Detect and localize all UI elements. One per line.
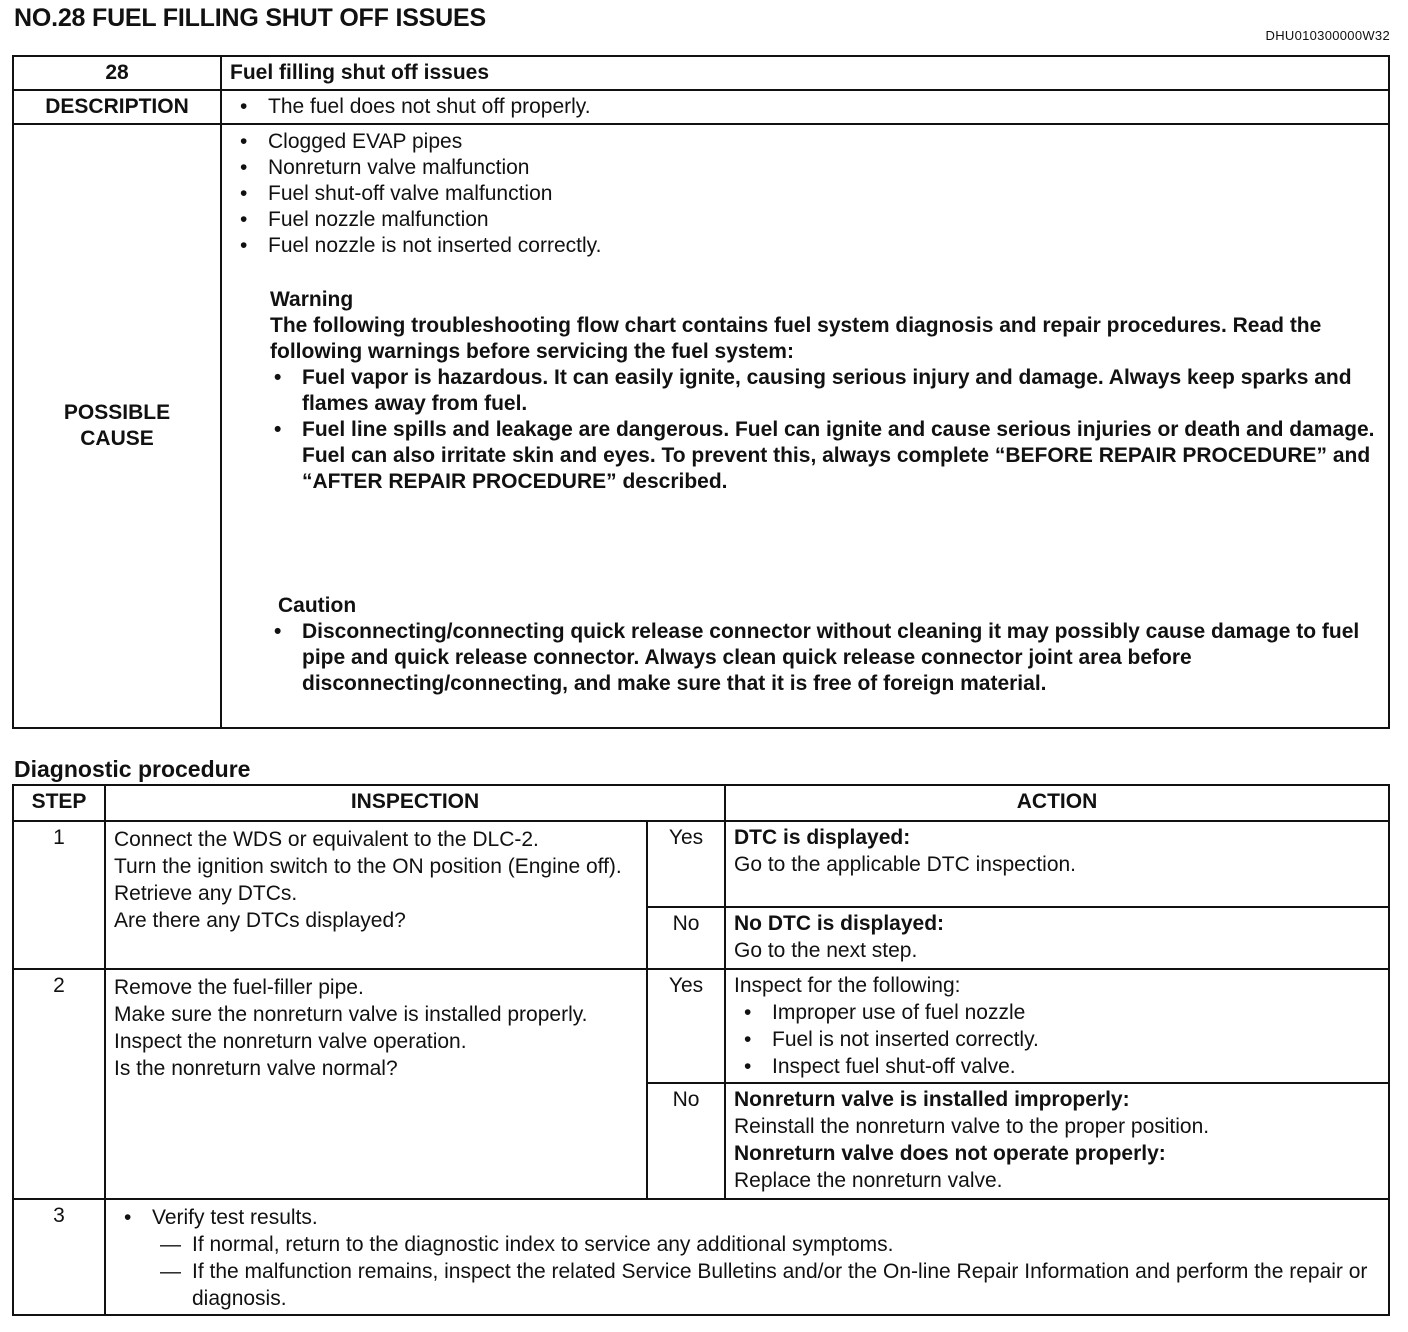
warning-item: • Fuel vapor is hazardous. It can easily ignite, causing serious injury and damage. Always keep sparks and flames away from fuel. bbox=[302, 365, 1380, 417]
caution-title: Caution bbox=[278, 594, 357, 617]
action-yes bbox=[725, 969, 1389, 1083]
cause-item: • Fuel nozzle malfunction bbox=[268, 207, 1380, 233]
step-number: 3 bbox=[13, 1199, 105, 1315]
warning-item: • Fuel line spills and leakage are dangerous. Fuel can ignite and cause serious injuries or death and damage. Fuel can also irritate skin and eyes. To prevent this, always complete “BEFORE REPAIR PROCEDURE” and “AFTER REPAIR PROCEDURE” described. bbox=[302, 417, 1380, 495]
step-number: 1 bbox=[13, 821, 105, 969]
verify-text: • Verify test results. bbox=[152, 1206, 318, 1229]
action-title: No DTC is displayed: bbox=[734, 912, 945, 935]
verify-dash: — If the malfunction remains, inspect the related Service Bulletins and/or the On-line Repair Information and perform the repair or diagnosis. bbox=[152, 1258, 1380, 1312]
action-list bbox=[734, 999, 1380, 1080]
inspection-line: Turn the ignition switch to the ON position (Engine off). bbox=[114, 855, 622, 878]
action-text: Reinstall the nonreturn valve to the proper position. bbox=[734, 1115, 1210, 1138]
cause-list bbox=[230, 129, 1380, 259]
warning-title: Warning bbox=[270, 288, 354, 311]
symptom-number: 28 bbox=[13, 56, 221, 90]
action-yes bbox=[725, 821, 1389, 907]
step-verification bbox=[105, 1199, 1389, 1315]
action-no bbox=[725, 907, 1389, 969]
cause-item: • Nonreturn valve malfunction bbox=[268, 155, 1380, 181]
caution-block bbox=[278, 593, 1380, 697]
header-action: ACTION bbox=[725, 785, 1389, 821]
step-number: 2 bbox=[13, 969, 105, 1199]
cause-item: • Fuel shut-off valve malfunction bbox=[268, 181, 1380, 207]
caution-item: • Disconnecting/connecting quick release connector without cleaning it may possibly cause damage to fuel pipe and quick release connector. Always clean quick release connector joint area before disconnecting/connecting, and make sure that it is free of foreign material. bbox=[302, 619, 1380, 697]
inspection-line: Are there any DTCs displayed? bbox=[114, 909, 406, 932]
action-text: Inspect for the following: bbox=[734, 974, 961, 997]
answer-no: No bbox=[647, 1083, 725, 1199]
action-item: • Improper use of fuel nozzle bbox=[772, 999, 1380, 1026]
caution-list bbox=[278, 619, 1380, 697]
cause-item: • Fuel nozzle is not inserted correctly. bbox=[268, 233, 1380, 259]
action-text: Go to the applicable DTC inspection. bbox=[734, 853, 1077, 876]
warning-block bbox=[270, 287, 1380, 495]
action-title: DTC is displayed: bbox=[734, 826, 911, 849]
symptom-table bbox=[12, 55, 1390, 729]
header-inspection: INSPECTION bbox=[105, 785, 725, 821]
possible-cause-cell bbox=[221, 124, 1389, 728]
verify-item bbox=[152, 1204, 1380, 1312]
section-title: Diagnostic procedure bbox=[14, 756, 251, 782]
action-title: Nonreturn valve does not operate properly: bbox=[734, 1142, 1166, 1165]
warning-list bbox=[270, 365, 1380, 495]
document-id: DHU010300000W32 bbox=[1265, 28, 1390, 43]
possible-cause-label-text: POSSIBLE CAUSE bbox=[63, 401, 171, 450]
inspection-line: Inspect the nonreturn valve operation. bbox=[114, 1030, 467, 1053]
action-item: • Fuel is not inserted correctly. bbox=[772, 1026, 1380, 1053]
action-text: Go to the next step. bbox=[734, 939, 918, 962]
description-label: DESCRIPTION bbox=[13, 90, 221, 124]
page-title: NO.28 FUEL FILLING SHUT OFF ISSUES bbox=[14, 4, 486, 32]
inspection-line: Connect the WDS or equivalent to the DLC-2. bbox=[114, 828, 539, 851]
action-title: Nonreturn valve is installed improperly: bbox=[734, 1088, 1130, 1111]
step-inspection bbox=[105, 969, 647, 1199]
step-inspection bbox=[105, 821, 647, 969]
warning-intro: The following troubleshooting flow chart contains fuel system diagnosis and repair procedures. Read the following warnings before servicing the fuel system: bbox=[270, 314, 1322, 363]
action-text: Replace the nonreturn valve. bbox=[734, 1169, 1003, 1192]
action-item: • Inspect fuel shut-off valve. bbox=[772, 1053, 1380, 1080]
possible-cause-label bbox=[13, 124, 221, 728]
inspection-line: Retrieve any DTCs. bbox=[114, 882, 298, 905]
answer-yes: Yes bbox=[647, 821, 725, 907]
diagnostic-table bbox=[12, 784, 1390, 1316]
header-step: STEP bbox=[13, 785, 105, 821]
verify-dash: — If normal, return to the diagnostic index to service any additional symptoms. bbox=[152, 1231, 1380, 1258]
description-cell bbox=[221, 90, 1389, 124]
inspection-line: Remove the fuel-filler pipe. bbox=[114, 976, 364, 999]
description-text: • The fuel does not shut off properly. bbox=[268, 94, 1380, 120]
verify-list bbox=[114, 1204, 1380, 1312]
answer-yes: Yes bbox=[647, 969, 725, 1083]
symptom-heading: Fuel filling shut off issues bbox=[221, 56, 1389, 90]
action-no bbox=[725, 1083, 1389, 1199]
inspection-line: Is the nonreturn valve normal? bbox=[114, 1057, 398, 1080]
cause-item: • Clogged EVAP pipes bbox=[268, 129, 1380, 155]
inspection-line: Make sure the nonreturn valve is installed properly. bbox=[114, 1003, 588, 1026]
answer-no: No bbox=[647, 907, 725, 969]
